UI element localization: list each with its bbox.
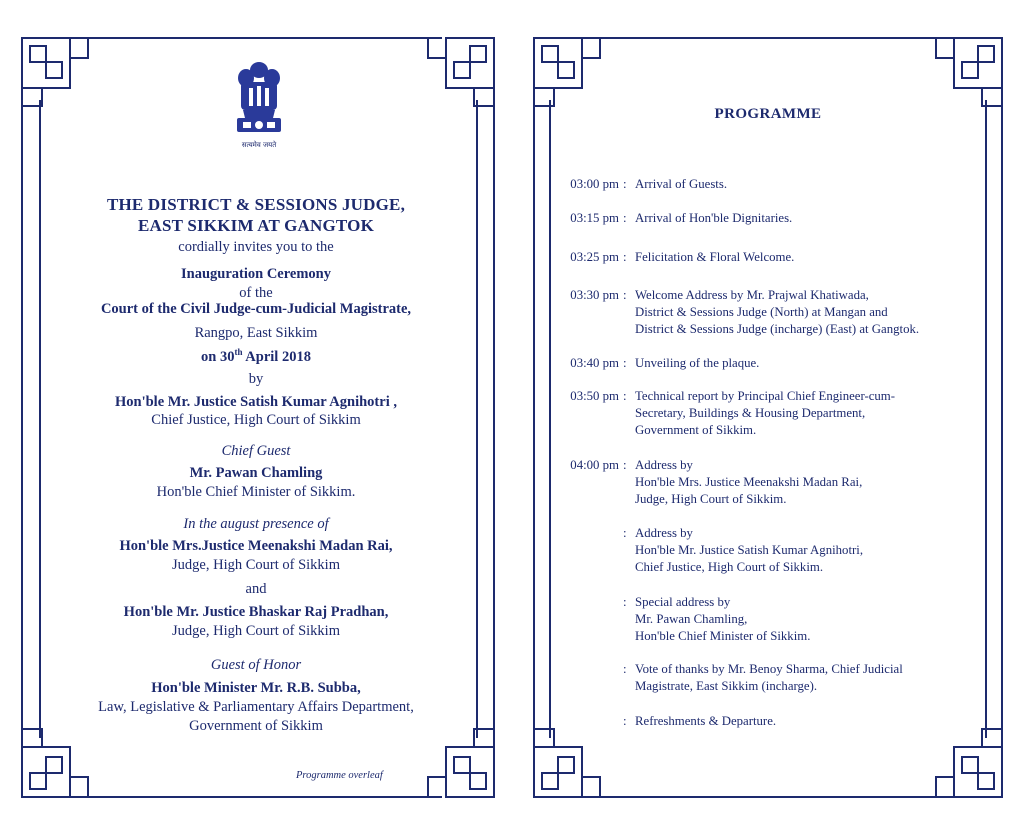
- presence-1-name: Hon'ble Mrs.Justice Meenakshi Madan Rai,: [119, 538, 393, 554]
- programme-description: [635, 287, 1005, 338]
- programme-description: [635, 457, 1005, 508]
- programme-description-line: Hon'ble Chief Minister of Sikkim.: [635, 629, 811, 643]
- and-text: and: [245, 581, 267, 597]
- host-line-2: EAST SIKKIM AT GANGTOK: [137, 216, 375, 235]
- event-name: Inauguration Ceremony: [181, 266, 331, 282]
- guest-of-honor-label: Guest of Honor: [210, 657, 302, 673]
- court-name: Court of the Civil Judge-cum-Judicial Magistrate,: [100, 301, 412, 317]
- programme-description-line: Address by: [635, 458, 693, 472]
- programme-description: [635, 249, 1005, 266]
- programme-colon: :: [623, 211, 627, 225]
- programme-description-line: Hon'ble Mr. Justice Satish Kumar Agnihotri,: [635, 543, 864, 557]
- programme-time: 03:00 pm: [570, 177, 619, 191]
- emblem-motto: सत्यमेव जयते: [241, 141, 277, 149]
- programme-description-line: Government of Sikkim.: [635, 423, 757, 437]
- programme-description-line: Felicitation & Floral Welcome.: [635, 250, 795, 264]
- programme-description-line: Technical report by Principal Chief Engineer-cum-: [635, 389, 896, 403]
- host-line-1: THE DISTRICT & SESSIONS JUDGE,: [106, 195, 406, 214]
- programme-description: [635, 210, 1005, 227]
- chief-guest-title: Hon'ble Chief Minister of Sikkim.: [156, 484, 356, 500]
- programme-description: [635, 525, 1005, 576]
- programme-description: [635, 355, 1005, 372]
- programme-colon: :: [623, 177, 627, 191]
- presence-1-title: Judge, High Court of Sikkim: [172, 557, 340, 573]
- programme-description: [635, 713, 1005, 730]
- guest-of-honor-govt: Government of Sikkim: [189, 718, 323, 734]
- programme-time: 03:25 pm: [570, 250, 619, 264]
- event-date: on 30th April 2018: [201, 347, 311, 365]
- by-text: by: [248, 371, 264, 387]
- programme-description-line: Vote of thanks by Mr. Benoy Sharma, Chief Judicial: [635, 662, 903, 676]
- programme-description-line: Welcome Address by Mr. Prajwal Khatiwada,: [635, 288, 869, 302]
- programme-description: [635, 661, 1005, 695]
- inaugurator-name: Hon'ble Mr. Justice Satish Kumar Agnihotri ,: [115, 394, 397, 410]
- programme-description-line: Hon'ble Mrs. Justice Meenakshi Madan Rai,: [635, 475, 863, 489]
- programme-colon: :: [623, 662, 627, 676]
- programme-description-line: Judge, High Court of Sikkim.: [635, 492, 787, 506]
- programme-description: [635, 176, 1005, 193]
- programme-time: 03:40 pm: [570, 356, 619, 370]
- programme-description: [635, 388, 1005, 439]
- programme-description-line: Unveiling of the plaque.: [635, 356, 760, 370]
- programme-colon: :: [623, 389, 627, 403]
- programme-description-line: District & Sessions Judge (incharge) (East) at Gangtok.: [635, 322, 920, 336]
- programme-colon: :: [623, 714, 627, 728]
- programme-description-line: Mr. Pawan Chamling,: [635, 612, 748, 626]
- programme-colon: :: [623, 250, 627, 264]
- programme-description-line: Magistrate, East Sikkim (incharge).: [635, 679, 818, 693]
- guest-of-honor-name: Hon'ble Minister Mr. R.B. Subba,: [151, 680, 361, 696]
- programme-page: [512, 0, 1024, 837]
- programme-description-line: Arrival of Hon'ble Dignitaries.: [635, 211, 793, 225]
- chief-guest-label: Chief Guest: [221, 443, 291, 459]
- programme-description-line: District & Sessions Judge (North) at Mangan and: [635, 305, 888, 319]
- programme-heading: PROGRAMME: [714, 106, 822, 122]
- programme-colon: :: [623, 288, 627, 302]
- programme-colon: :: [623, 595, 627, 609]
- programme-description-line: Chief Justice, High Court of Sikkim.: [635, 560, 824, 574]
- presence-2-title: Judge, High Court of Sikkim: [172, 623, 340, 639]
- programme-time: 03:30 pm: [570, 288, 619, 302]
- programme-description-line: Secretary, Buildings & Housing Department,: [635, 406, 866, 420]
- presence-label: In the august presence of: [183, 516, 329, 532]
- inaugurator-title: Chief Justice, High Court of Sikkim: [151, 412, 361, 428]
- programme-description-line: Arrival of Guests.: [635, 177, 728, 191]
- of-the-text: of the: [239, 285, 273, 301]
- programme-description-line: Special address by: [635, 595, 731, 609]
- programme-time: 03:15 pm: [570, 211, 619, 225]
- chief-guest-name: Mr. Pawan Chamling: [189, 465, 323, 481]
- location: Rangpo, East Sikkim: [194, 325, 318, 341]
- programme-colon: :: [623, 356, 627, 370]
- programme-description: [635, 594, 1005, 645]
- invite-text: cordially invites you to the: [178, 239, 334, 255]
- programme-description-line: Address by: [635, 526, 693, 540]
- guest-of-honor-dept: Law, Legislative & Parliamentary Affairs Department,: [98, 699, 414, 715]
- programme-colon: :: [623, 526, 627, 540]
- programme-colon: :: [623, 458, 627, 472]
- programme-description-line: Refreshments & Departure.: [635, 714, 777, 728]
- programme-time: 03:50 pm: [570, 389, 619, 403]
- programme-time: 04:00 pm: [570, 458, 619, 472]
- programme-overleaf-note: Programme overleaf: [296, 770, 383, 781]
- presence-2-name: Hon'ble Mr. Justice Bhaskar Raj Pradhan,: [123, 604, 389, 620]
